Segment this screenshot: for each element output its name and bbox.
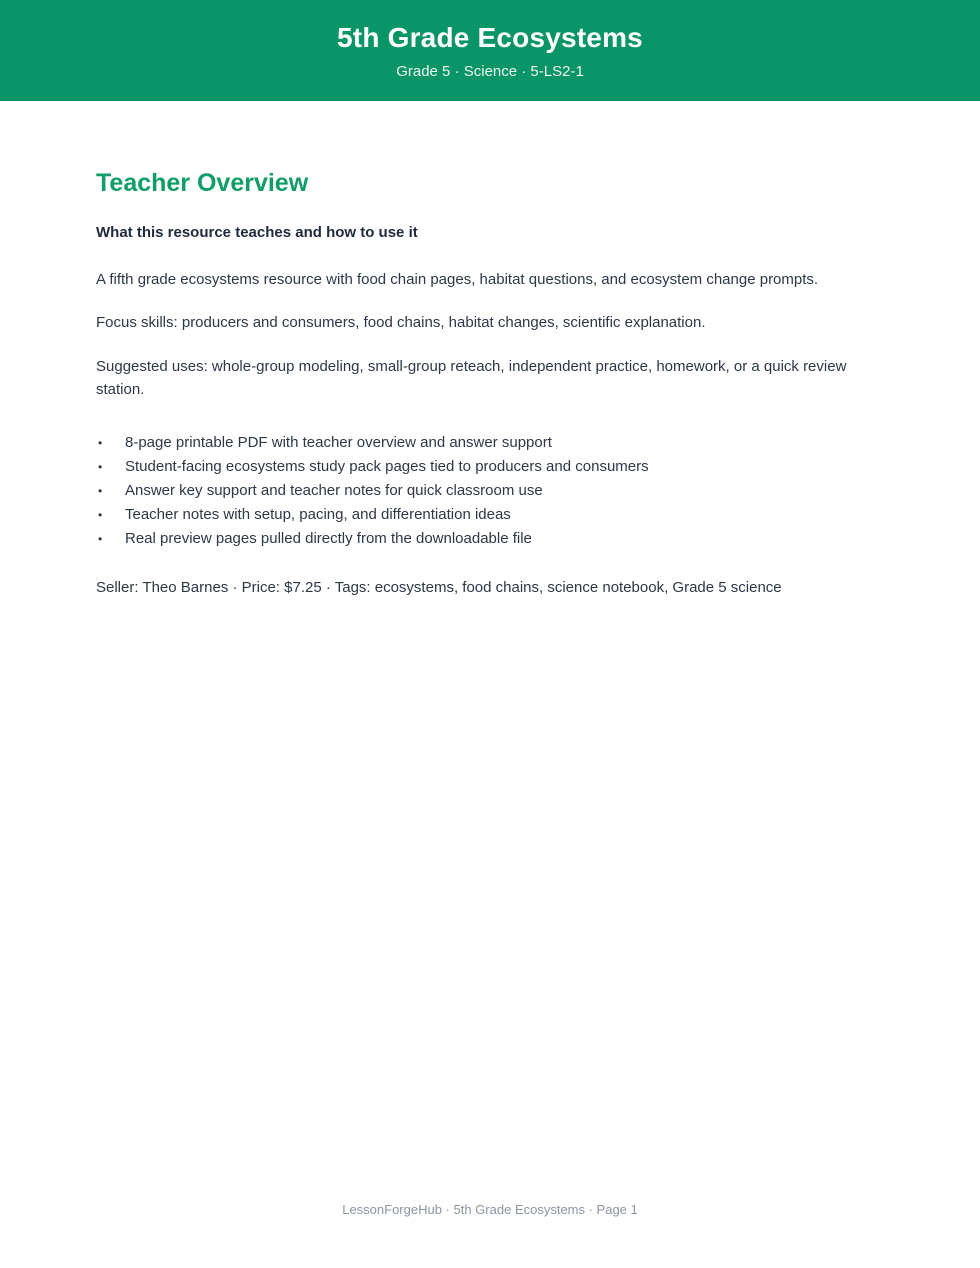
list-item: • 8-page printable PDF with teacher overview and answer support [96, 431, 884, 455]
list-item: • Answer key support and teacher notes for quick classroom use [96, 479, 884, 503]
overview-subheading: What this resource teaches and how to use it [96, 224, 418, 241]
list-item: • Real preview pages pulled directly from the downloadable file [96, 527, 884, 551]
list-item: • Student-facing ecosystems study pack pages tied to producers and consumers [96, 455, 884, 479]
feature-bullet-list [96, 431, 884, 551]
list-item: • Teacher notes with setup, pacing, and differentiation ideas [96, 503, 884, 527]
overview-paragraph-suggested-uses: Suggested uses: whole-group modeling, small-group reteach, independent practice, homework, or a quick review station. [96, 357, 847, 398]
section-heading-teacher-overview: Teacher Overview [96, 169, 309, 197]
document-title: 5th Grade Ecosystems [337, 21, 643, 53]
document-subtitle: Grade 5 · Science · 5-LS2-1 [396, 62, 584, 80]
seller-info-line: Seller: Theo Barnes · Price: $7.25 · Tags: ecosystems, food chains, science notebook, Grade 5 science [96, 579, 782, 596]
header-banner [0, 0, 980, 101]
page-footer: LessonForgeHub · 5th Grade Ecosystems · Page 1 [342, 1202, 638, 1217]
page-content [0, 169, 980, 596]
overview-paragraph-focus-skills: Focus skills: producers and consumers, food chains, habitat changes, scientific explanation. [96, 314, 706, 332]
overview-paragraph-description: A fifth grade ecosystems resource with food chain pages, habitat questions, and ecosystem change prompts. [96, 271, 819, 288]
